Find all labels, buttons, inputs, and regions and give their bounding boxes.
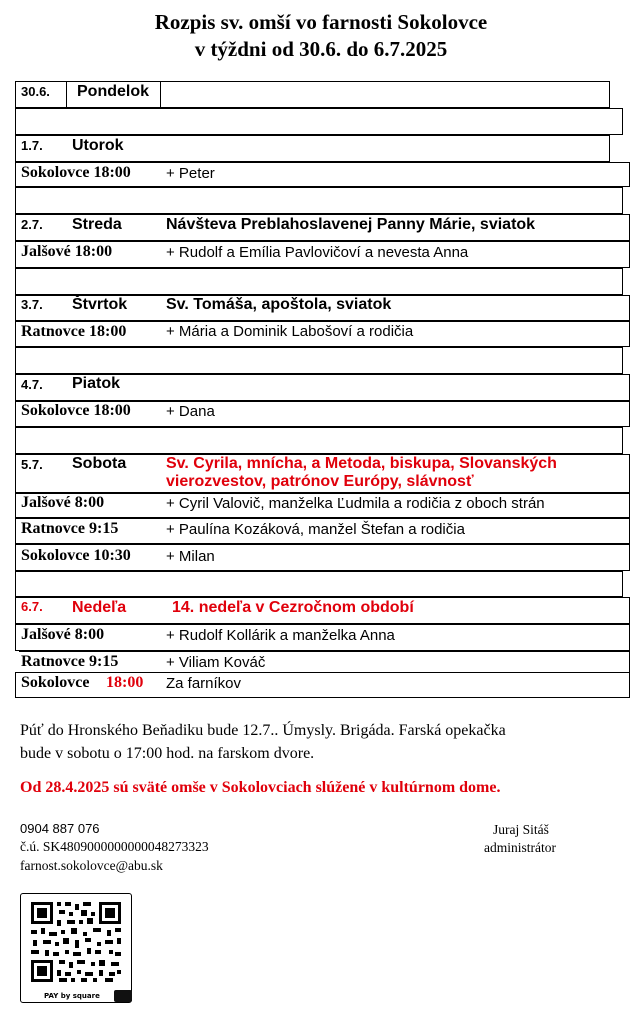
contact-account: č.ú. SK4809000000000048273323 [20,839,209,854]
day-name-monday: Pondelok [77,83,150,100]
feast-sunday: 14. nedeľa v Cezročnom období [172,599,414,616]
contact-phone: 0904 887 076 [20,821,100,836]
date-friday: 4.7. [21,377,43,392]
day-name-thursday: Štvrtok [72,296,128,313]
mass-intention: + Milan [166,548,215,565]
mass-intention: Za farníkov [166,675,242,692]
spacer-row [15,108,623,135]
priest-role: administrátor [484,840,556,855]
mass-place: Sokolovce [21,674,90,691]
mass-place-time: Sokolovce 18:00 [21,164,131,181]
mass-intention: + Mária a Dominik Labošoví a rodičia [166,323,414,340]
mass-intention: + Dana [166,403,215,420]
date-tuesday: 1.7. [21,138,43,153]
mass-intention: + Cyril Valovič, manželka Ľudmila a rodičia z oboch strán [166,495,545,512]
day-name-saturday: Sobota [72,455,127,472]
day-name-sunday: Nedeľa [72,599,127,616]
spacer-row [15,571,623,597]
date-monday: 30.6. [21,84,50,99]
mass-place-time: Jalšové 18:00 [21,243,113,260]
mass-place-time: Jalšové 8:00 [21,494,105,511]
card-icon [114,990,132,1002]
mass-intention: + Rudolf a Emília Pavlovičoví a nevesta Anna [166,244,469,261]
mass-place-time: Ratnovce 9:15 [21,520,119,537]
spacer-row [15,427,623,454]
mass-place-time: Sokolovce 18:00 [21,402,131,419]
page-subtitle: v týždni od 30.6. do 6.7.2025 [194,37,448,61]
feast-saturday-line1: Sv. Cyrila, mnícha, a Metoda, biskupa, Slovanských [166,455,557,472]
mass-place-time: Ratnovce 18:00 [21,323,127,340]
date-wednesday: 2.7. [21,217,43,232]
spacer-row [15,347,623,374]
mass-intention: + Viliam Kováč [166,654,266,671]
priest-name: Juraj Sitáš [493,822,549,837]
announcement-line2: bude v sobotu o 17:00 hod. na farskom dvore. [20,745,315,762]
feast-thursday: Sv. Tomáša, apoštola, sviatok [166,296,392,313]
day-name-friday: Piatok [72,375,121,392]
qr-label: PAY by square [44,992,100,1000]
day-name-wednesday: Streda [72,216,122,233]
mass-time: 18:00 [106,674,144,691]
date-saturday: 5.7. [21,457,43,472]
day-name-tuesday: Utorok [72,137,124,154]
date-sunday: 6.7. [21,599,43,614]
feast-wednesday: Návšteva Preblahoslavenej Panny Márie, sviatok [166,216,536,233]
spacer-row [15,187,623,214]
spacer-row [15,268,623,295]
date-thursday: 3.7. [21,297,43,312]
mass-intention: + Paulína Kozáková, manžel Štefan a rodičia [166,521,465,538]
announcement-line1: Púť do Hronského Beňadiku bude 12.7.. Úmysly. Brigáda. Farská opekačka [20,722,506,739]
feast-saturday-line2: vierozvestov, patrónov Európy, slávnosť [166,473,474,490]
page-title: Rozpis sv. omší vo farnosti Sokolovce [154,10,488,34]
contact-email: farnost.sokolovce@abu.sk [20,858,163,873]
mass-intention: + Peter [166,165,215,182]
mass-place-time: Sokolovce 10:30 [21,547,131,564]
mass-place-time: Jalšové 8:00 [21,626,105,643]
announcement-venue: Od 28.4.2025 sú sväté omše v Sokolovciach slúžené v kultúrnom dome. [20,779,501,796]
mass-place-time: Ratnovce 9:15 [21,653,119,670]
qr-code-icon [20,893,132,1003]
mass-intention: + Rudolf Kollárik a manželka Anna [166,627,395,644]
